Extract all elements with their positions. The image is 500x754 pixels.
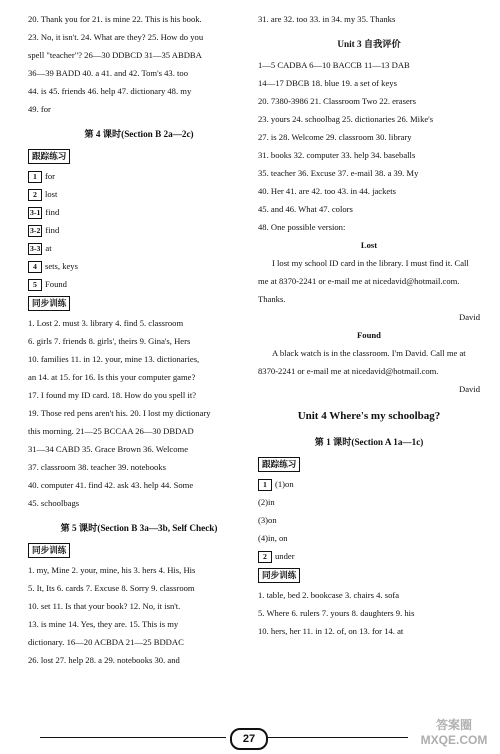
training-tag: 同步训练 xyxy=(258,568,300,583)
section-5-title: 第 5 课时(Section B 3a—3b, Self Check) xyxy=(60,523,218,533)
list-item xyxy=(28,185,250,203)
list-item xyxy=(28,275,250,293)
left-top-lines xyxy=(28,10,250,118)
item-number-box: 1 xyxy=(258,479,272,491)
answer-line: 1. my, Mine 2. your, mine, his 3. hers 4. His, His xyxy=(28,565,196,575)
answer-line: 20. 7380-3986 21. Classroom Two 22. erasers xyxy=(258,96,416,106)
list-item xyxy=(28,203,250,221)
lost-notice-title: Lost xyxy=(360,240,378,250)
answer-line: 5. Where 6. rulers 7. yours 8. daughters 9. his xyxy=(258,608,415,618)
unit-3-answers xyxy=(258,56,480,236)
unit-4-items xyxy=(258,475,480,565)
answer-line: spell "teacher"? 26—30 DDBCD 31—35 ABDBA xyxy=(28,50,202,60)
section-4-title: 第 4 课时(Section B 2a—2c) xyxy=(84,129,194,139)
item-text: under xyxy=(275,551,295,561)
answer-line: 13. is mine 14. Yes, they are. 15. This is my xyxy=(28,619,179,629)
answer-line: 19. Those red pens aren't his. 20. I lost my dictionary xyxy=(28,408,211,418)
left-column xyxy=(28,10,250,669)
unit-4-lesson-title: 第 1 课时(Section A 1a—1c) xyxy=(314,437,424,447)
unit-4-title: Unit 4 Where's my schoolbag? xyxy=(297,410,441,422)
answer-line: dictionary. 16—20 ACBDA 21—25 BDDAC xyxy=(28,637,184,647)
item-number-box: 3-3 xyxy=(30,244,41,253)
list-item xyxy=(258,529,480,547)
answer-line: 27. is 28. Welcome 29. classroom 30. library xyxy=(258,132,412,142)
item-number-box: 5 xyxy=(28,279,42,291)
footer-rule-left xyxy=(40,737,226,738)
answer-line: 10. set 11. Is that your book? 12. No, it isn't. xyxy=(28,601,181,611)
list-item xyxy=(258,547,480,565)
item-text: sets, keys xyxy=(45,261,78,271)
answer-line: 1. Lost 2. must 3. library 4. find 5. classroom xyxy=(28,318,184,328)
training-tag: 同步训练 xyxy=(28,543,70,558)
lost-notice-body: I lost my school ID card in the library. I must find it. Call me at 8370-2241 or e-mail me at nicedavid@hotmail.com. Thanks. xyxy=(258,258,469,304)
answer-line: 5. It, Its 6. cards 7. Excuse 8. Sorry 9. classroom xyxy=(28,583,195,593)
answer-line: 44. is 45. friends 46. help 47. dictionary 48. my xyxy=(28,86,192,96)
item-text: Found xyxy=(45,279,67,289)
answer-line: 10. families 11. in 12. your, mine 13. dictionaries, xyxy=(28,354,200,364)
answer-line: 1. table, bed 2. bookcase 3. chairs 4. sofa xyxy=(258,590,400,600)
list-item xyxy=(28,221,250,239)
section-5-training xyxy=(28,561,250,669)
answer-line: 45. and 46. What 47. colors xyxy=(258,204,353,214)
answer-line: 31. books 32. computer 33. help 34. baseballs xyxy=(258,150,416,160)
list-item xyxy=(258,511,480,529)
watermark: 答案圈 MXQE.COM xyxy=(420,718,488,747)
list-item xyxy=(258,475,480,493)
answer-line: 17. I found my ID card. 18. How do you spell it? xyxy=(28,390,197,400)
answer-line: 14—17 DBCB 18. blue 19. a set of keys xyxy=(258,78,397,88)
item-text: (2)in xyxy=(258,497,275,507)
item-text: (1)on xyxy=(275,479,294,489)
list-item xyxy=(28,239,250,257)
item-text: (3)on xyxy=(258,515,277,525)
unit-3-title: Unit 3 自我评价 xyxy=(337,39,401,49)
right-column xyxy=(258,10,480,640)
answer-line: 36—39 BADD 40. a 41. and 42. Tom's 43. too xyxy=(28,68,189,78)
answer-line: 48. One possible version: xyxy=(258,222,346,232)
item-text: lost xyxy=(45,189,58,199)
answer-line: 40. computer 41. find 42. ask 43. help 44. Some xyxy=(28,480,194,490)
answer-line: 37. classroom 38. teacher 39. notebooks xyxy=(28,462,166,472)
answer-line: 49. for xyxy=(28,104,51,114)
item-number-box: 2 xyxy=(28,189,42,201)
lost-notice-signature: David xyxy=(458,312,480,322)
item-number-box: 2 xyxy=(258,551,272,563)
found-notice-body: A black watch is in the classroom. I'm David. Call me at 8370-2241 or e-mail me at nicedavid@hotmail.com. xyxy=(258,348,466,376)
item-number-box: 1 xyxy=(28,171,42,183)
list-item xyxy=(28,167,250,185)
answer-line: 10. hers, her 11. in 12. of, on 13. for 14. at xyxy=(258,626,404,636)
answer-line: 26. lost 27. help 28. a 29. notebooks 30. and xyxy=(28,655,180,665)
training-tag: 同步训练 xyxy=(28,296,70,311)
answer-line: an 14. at 15. for 16. Is this your computer game? xyxy=(28,372,196,382)
item-text: at xyxy=(45,243,52,253)
answer-line: 31—34 CABD 35. Grace Brown 36. Welcome xyxy=(28,444,189,454)
item-text: for xyxy=(45,171,56,181)
page-number: 27 xyxy=(230,728,268,750)
answer-line: 1—5 CADBA 6—10 BACCB 11—13 DAB xyxy=(258,60,410,70)
practice-tag: 跟踪练习 xyxy=(28,149,70,164)
list-item xyxy=(28,257,250,275)
item-text: (4)in, on xyxy=(258,533,288,543)
answer-line: 23. yours 24. schoolbag 25. dictionaries 26. Mike's xyxy=(258,114,434,124)
unit-4-training xyxy=(258,586,480,640)
practice-tag: 跟踪练习 xyxy=(258,457,300,472)
answer-line: 23. No, it isn't. 24. What are they? 25. How do you xyxy=(28,32,204,42)
answer-line: 31. are 32. too 33. in 34. my 35. Thanks xyxy=(258,14,396,24)
answer-line: 20. Thank you for 21. is mine 22. This is his book. xyxy=(28,14,202,24)
item-number-box: 3-2 xyxy=(30,226,41,235)
answer-line: 40. Her 41. are 42. too 43. in 44. jackets xyxy=(258,186,396,196)
footer-rule-right xyxy=(268,737,408,738)
item-text: find xyxy=(45,207,60,217)
answer-line: 6. girls 7. friends 8. girls', theirs 9. Gina's, Hers xyxy=(28,336,191,346)
list-item xyxy=(258,493,480,511)
answer-line: 35. teacher 36. Excuse 37. e-mail 38. a 39. My xyxy=(258,168,419,178)
answer-line: 45. schoolbags xyxy=(28,498,80,508)
answer-line: this morning. 21—25 BCCAA 26—30 DBDAD xyxy=(28,426,194,436)
item-text: find xyxy=(45,225,60,235)
section-4-training xyxy=(28,314,250,512)
item-number-box: 3-1 xyxy=(30,208,41,217)
found-notice-title: Found xyxy=(357,330,381,340)
item-number-box: 4 xyxy=(28,261,42,273)
section-4-items xyxy=(28,167,250,293)
found-notice-signature: David xyxy=(458,384,480,394)
